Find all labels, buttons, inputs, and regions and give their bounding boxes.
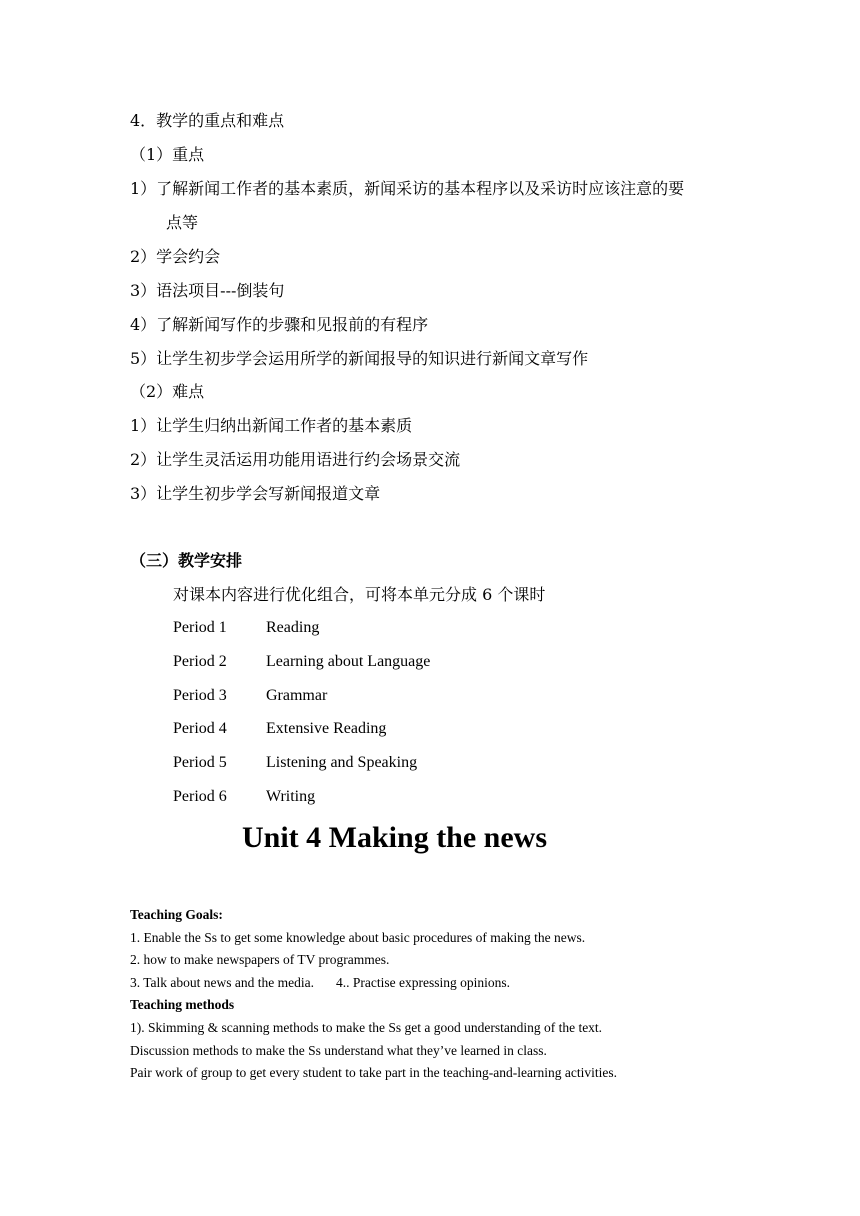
period-label: Period 2 [173, 652, 227, 670]
period-topic: Grammar [266, 686, 328, 704]
teaching-goal-item: 3. Talk about news and the media. [130, 975, 315, 990]
teaching-goal-row [130, 975, 510, 991]
period-topic: Learning about Language [266, 652, 431, 670]
key-points-heading: （1）重点 [130, 145, 205, 164]
teaching-method-item: Pair work of group to get every student to take part in the teaching-and-learning activities. [130, 1065, 617, 1080]
difficulties-heading: （2）难点 [130, 382, 205, 401]
period-topic: Extensive Reading [266, 720, 387, 738]
period-label: Period 6 [173, 787, 227, 805]
period-label: Period 1 [173, 619, 227, 636]
period-topic: Listening and Speaking [266, 754, 418, 772]
period-row [173, 787, 430, 821]
period-topic: Reading [266, 619, 320, 636]
arrangement-heading: （三）教学安排 [130, 551, 243, 570]
period-label: Period 5 [173, 754, 227, 772]
key-point-item: 3）语法项目---倒装句 [130, 281, 285, 300]
period-row [173, 719, 430, 753]
section-heading: 4．教学的重点和难点 [130, 111, 285, 130]
unit-title: Unit 4 Making the news [242, 821, 548, 854]
period-row [173, 618, 430, 652]
difficulty-item: 3）让学生初步学会写新闻报道文章 [130, 484, 381, 503]
difficulty-item: 2）让学生灵活运用功能用语进行约会场景交流 [130, 450, 461, 469]
teaching-goal-item: 1. Enable the Ss to get some knowledge about basic procedures of making the news. [130, 930, 586, 945]
teaching-goal-item: 4.. Practise expressing opinions. [336, 975, 510, 990]
key-point-item: 1）了解新闻工作者的基本素质，新闻采访的基本程序以及采访时应该注意的要 [130, 179, 685, 198]
arrangement-intro: 对课本内容进行优化组合，可将本单元分成 6 个课时 [173, 585, 546, 604]
difficulty-item: 1）让学生归纳出新闻工作者的基本素质 [130, 416, 413, 435]
period-label: Period 4 [173, 720, 227, 738]
period-row [173, 686, 430, 720]
key-point-item: 5）让学生初步学会运用所学的新闻报导的知识进行新闻文章写作 [130, 349, 589, 368]
period-row [173, 652, 430, 686]
period-row [173, 753, 430, 787]
teaching-method-item: 1). Skimming & scanning methods to make the Ss get a good understanding of the text. [130, 1020, 603, 1035]
key-point-item: 2）学会约会 [130, 247, 221, 266]
key-point-item: 4）了解新闻写作的步骤和见报前的有程序 [130, 315, 429, 334]
teaching-goals-heading: Teaching Goals: [130, 907, 223, 922]
key-point-item-continuation: 点等 [166, 213, 199, 232]
teaching-methods-heading: Teaching methods [130, 997, 235, 1012]
period-label: Period 3 [173, 686, 227, 704]
period-list [173, 618, 430, 821]
period-topic: Writing [266, 787, 316, 805]
teaching-goal-item: 2. how to make newspapers of TV programmes. [130, 952, 390, 967]
teaching-method-item: Discussion methods to make the Ss understand what they’ve learned in class. [130, 1043, 547, 1058]
